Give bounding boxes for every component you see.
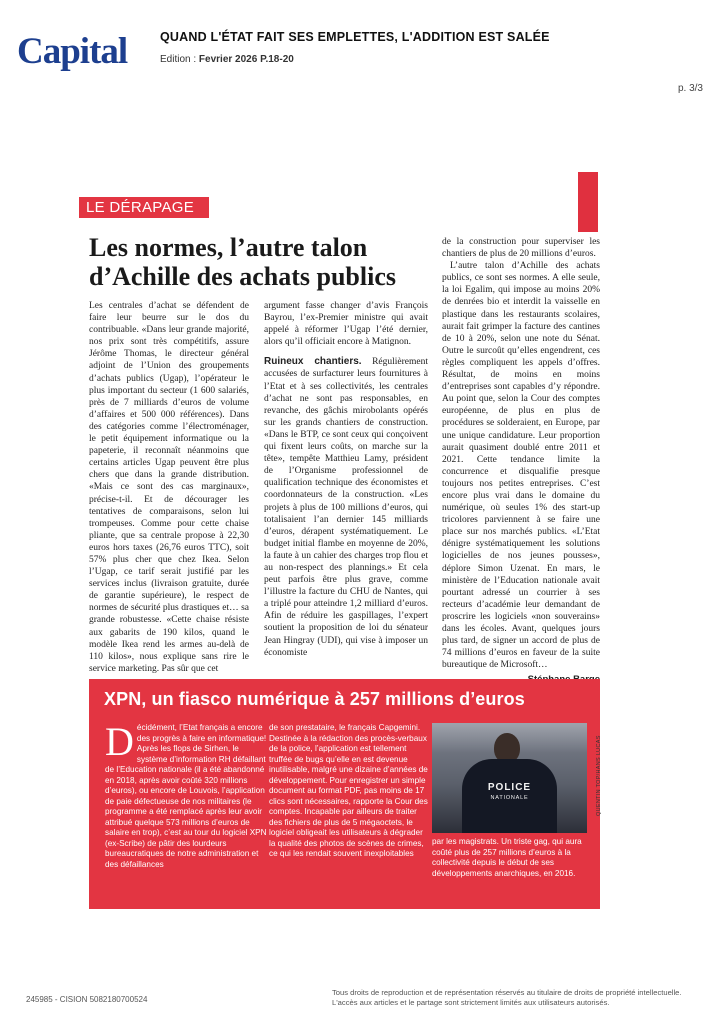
- box-paragraph: par les magistrats. Un triste gag, qui aura coûté plus de 257 millions d’euros à la collectivité depuis le début de ses développements anarchiques, en 2016.: [432, 837, 582, 878]
- photo-credit: QUENTIN TOP/HANS LUCAS: [596, 735, 602, 816]
- edition-line: [160, 54, 294, 65]
- box-column-3: [432, 837, 592, 879]
- press-headline: QUAND L'ÉTAT FAIT SES EMPLETTES, L'ADDITION EST SALÉE: [160, 30, 550, 44]
- article-column-2: [264, 300, 428, 659]
- photo-police-label: [472, 783, 547, 803]
- box-paragraph: de son prestataire, le français Capgemini. Destinée à la rédaction des procès-verbaux de la police, l’application est tellement truffée de bugs qu’elle en est devenue inutilisable, malgré une dizaine d’années de développement. Pour enregistrer un simple document au format PDF, pas moins de 17 clics sont nécessaires, rapporte la Cour des comptes. Incapable par ailleurs de traiter des fichiers de plus de 5 mégaoctets, le logiciel obligeait les utilisateurs à dégrader la qualité des photos de scènes de crimes, ce qui les rendait souvent inexploitables: [269, 723, 428, 858]
- box-column-1: [105, 719, 268, 870]
- article-title: Les normes, l’autre talon d’Achille des achats publics: [89, 233, 396, 291]
- page-number: p. 3/3: [677, 83, 703, 94]
- article-paragraph-text: Régulièrement accusées de surfacturer leurs fournitures à l’Etat et à ses collectivités, les centrales d’achat ne sont pas responsables, en revanche, des gâchis mirobolants opérés sur les grands chantiers de construction. «Dans le BTP, ce sont ceux qui conçoivent qui fixent leurs coûts, on marche sur la tête», tempête Matthieu Lamy, président de l’Organisme professionnel de qualification technique des économistes et coordonnateurs de la construction. «Les projets à plus de 100 millions d’euros, qui totalisaient l’an dernier 145 milliards d’euros, dérapent systématiquement. Le budget initial flambe en moyenne de 20%, la faute à un cahier des charges trop flou et au non-respect des plannings.» Et cela peut parfois être plus grave, comme l’illustre la facture du CHU de Nantes, qui a triplé pour atteindre 1,2 milliard d’euros. Afin de réduire les gaspillages, l’expert soutient la proposition de loi du sénateur Jean Hingray (UDI), qui vise à imposer un économiste: [264, 357, 428, 658]
- box-title: XPN, un fiasco numérique à 257 millions d’euros: [104, 689, 525, 709]
- article-column-1: [89, 300, 249, 675]
- section-kicker: LE DÉRAPAGE: [79, 197, 209, 218]
- photo-label-police: POLICE: [487, 782, 532, 793]
- box-column-2: [269, 723, 429, 860]
- footer-id: 245985 - CISION 5082180700524: [26, 995, 148, 1004]
- article-paragraph: argument fasse changer d’avis François Bayrou, l’ex-Premier ministre qui avait appelé à réformer l’Ugap l’été dernier, alors qu’il officiait encore à Matignon.: [264, 301, 428, 348]
- drop-cap: D: [105, 719, 134, 764]
- police-officer-photo: [432, 723, 587, 833]
- decorative-red-bar: [578, 172, 598, 232]
- article-paragraph: de la construction pour superviser les chantiers de plus de 20 millions d’euros.: [442, 237, 600, 260]
- photo-label-nationale: NATIONALE: [490, 795, 529, 801]
- footer-rights: Tous droits de reproduction et de représentation réservés au titulaire de droits de propriété intellectuelle. L'accès aux articles et le partage sont strictement limités aux utilisateurs autorisés.: [332, 988, 682, 1007]
- edition-label: Edition :: [160, 54, 197, 65]
- article-column-3: [442, 236, 600, 686]
- article-paragraph: [264, 356, 428, 658]
- capital-logo: Capital: [17, 31, 128, 72]
- edition-value: Fevrier 2026 P.18-20: [198, 54, 294, 65]
- box-paragraph: écidément, l’Etat français a encore des progrès à faire en informatique! Après les flops de Sirhen, le système d’information RH défaillant de l’Education nationale (il a été abandonné en 2018, après avoir coûté 320 millions d’euros), ou encore de Louvois, l’application de paie défectueuse de nos militaires (le programme a été remplacé après leur avoir attribué quelque 573 millions d’euros de salaire en trop), c’est au tour du logiciel XPN (ex-Scribe) de pâtir des lourdeurs bureaucratiques de notre administration et des défaillances: [105, 723, 267, 869]
- sidebar-box: [89, 679, 600, 909]
- article-paragraph: L’autre talon d’Achille des achats publics, ce sont ses normes. A elle seule, la loi Egalim, qui impose au moins 20% de denrées bio et interdit la vaisselle en plastique dans les restaurants scolaires, aurait fait grimper la facture des cantines de 10 à 20%, selon une note du Sénat. Outre le surcoût qu’elles engendrent, ces règles compliquent les appels d’offres. Résultat, de moins en moins d’entreprises sont capables d’y répondre. Au point que, selon la Cour des comptes européenne, de plus en plus de procédures se solderaient, en Europe, par une unique candidature. Leur proportion aurait quasiment doublé entre 2011 et 2021. Cette tendance limite la concurrence et disqualifie presque toujours nos petites entreprises. C’est encore plus vrai dans le domaine du numérique, où seules 1% des start-up tricolores parviennent à se faire une place sur nos marchés publics. «L’Etat dénigre systématiquement les solutions logicielles de nos jeunes pousses», déplore Simon Uzenat. En mars, le ministère de l’Education nationale avait pourtant adressé un courrier à ses recteurs d’académie leur demandant de proscrire les logiciels «non souverains» dans les écoles. Avant, quelques jours plus tard, de signer un accord de plus de 74 millions d’euros en faveur de la suite bureautique de Microsoft…: [442, 261, 600, 671]
- subheading: Ruineux chantiers.: [264, 356, 362, 368]
- article-paragraph: Les centrales d’achat se défendent de faire leur beurre sur le dos du contribuable. «Dans leur grande majorité, nos prix sont très compétitifs, assure Jérôme Thomas, le directeur général adjoint de l’Union des groupements d’achats publics (Ugap), l’opérateur le plus important du secteur (1 600 salariés, près de 7 milliards d’euros de volume d’affaires et 500 000 références). Dans des catégories comme l’électroménager, le petit équipement informatique ou la papeterie, il reconnaît néanmoins que certains articles Ugap peuvent être plus chers que dans la grande distribution. «Mais ce sont des cas marginaux», précise-t-il. Et de décourager les tentatives de comparaisons, selon lui trompeuses. Comme pour cette chaise pliante, que sa centrale propose à 22,30 euros hors taxes (26,76 euros TTC), soit 57% plus cher que chez Ikea. Selon l’Ugap, ce tarif serait justifié par les services inclus (livraison gratuite, durée de garantie supérieure), le respect de normes de sécurité plus drastiques et… sa grande robustesse. «Cette chaise résiste aux gabarits de 190 kilos, quand le modèle Ikea rend les armes au-delà de 110 kilos», nous explique sans rire le service marketing. Pas sûr que cet: [89, 301, 249, 674]
